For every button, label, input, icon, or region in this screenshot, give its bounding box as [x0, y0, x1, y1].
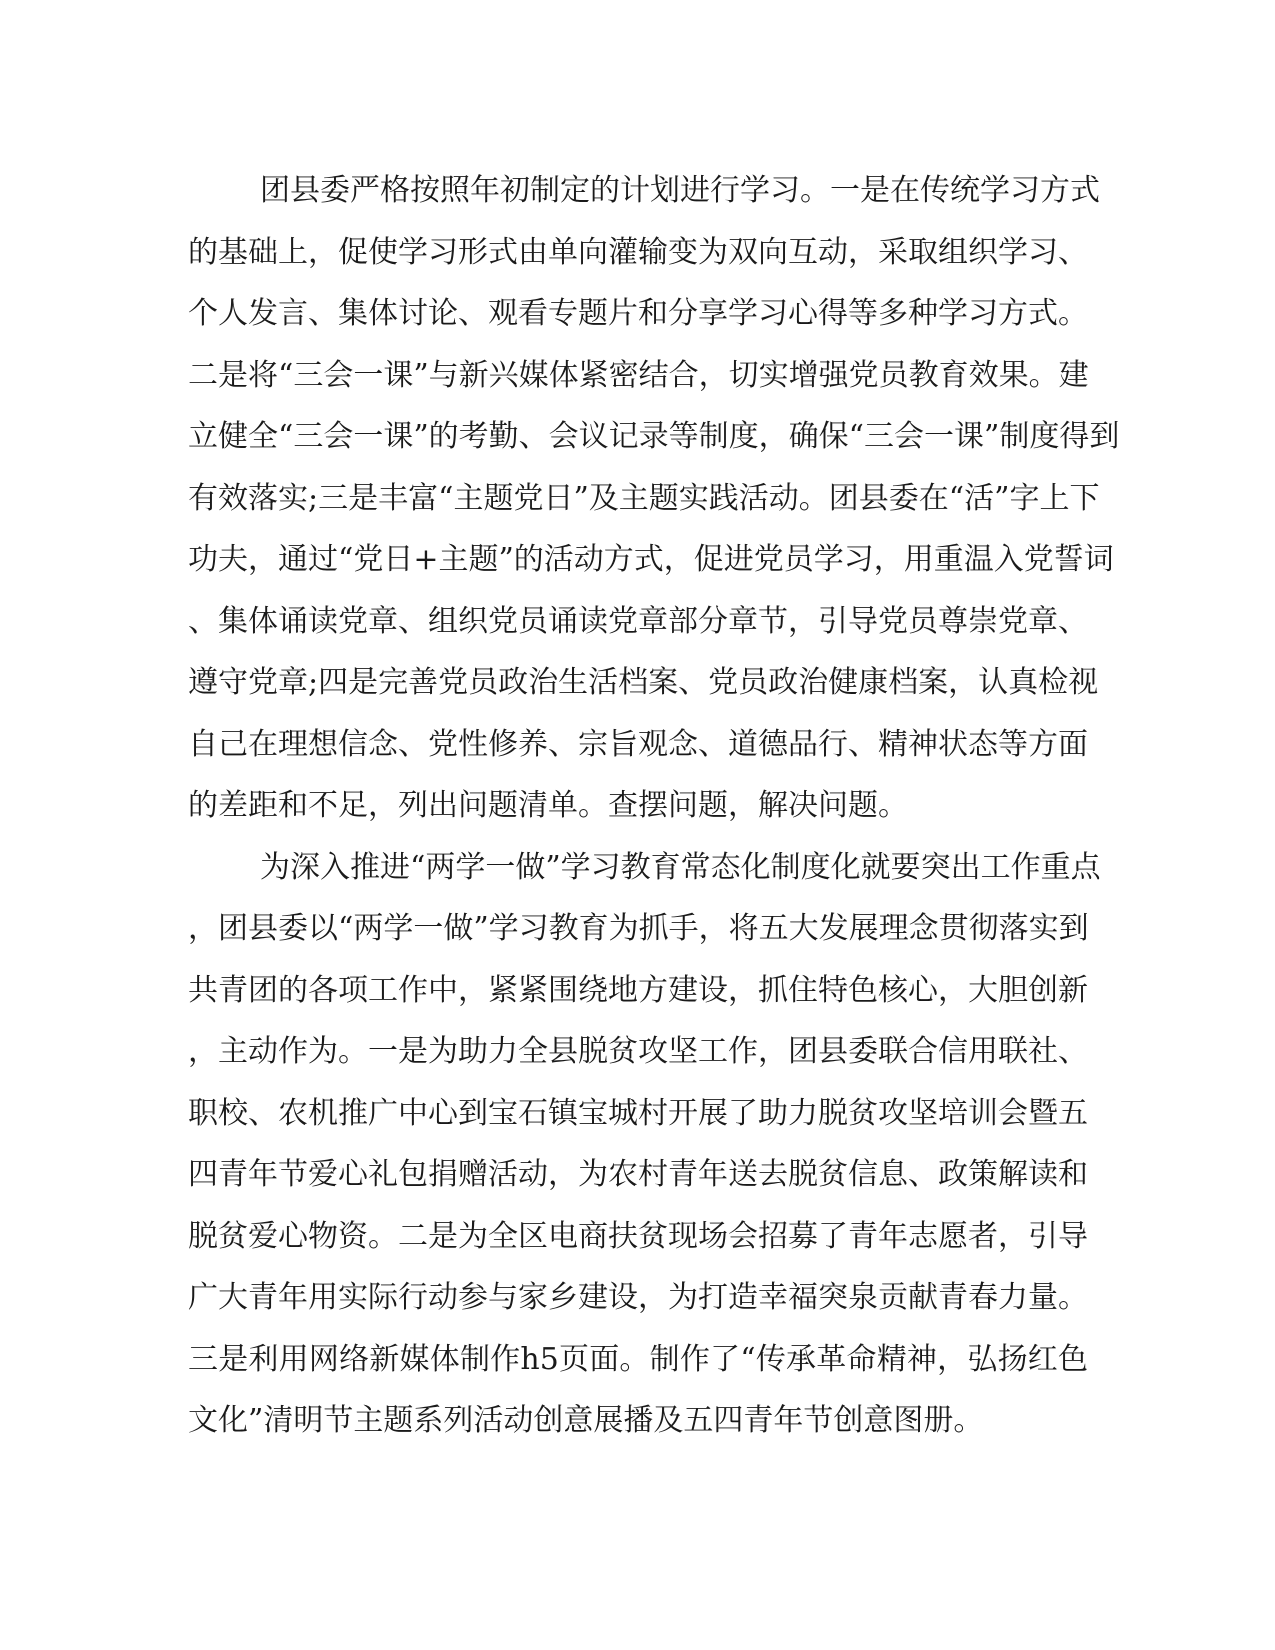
- paragraph-1: [188, 160, 1120, 837]
- paragraph-line: 功夫，通过“党日+主题”的活动方式，促进党员学习，用重温入党誓词: [188, 542, 1114, 577]
- paragraph-line: 文化”清明节主题系列活动创意展播及五四青年节创意图册。: [188, 1403, 984, 1438]
- paragraph-line: 立健全“三会一课”的考勤、会议记录等制度，确保“三会一课”制度得到: [188, 419, 1120, 454]
- paragraph-line: 个人发言、集体讨论、观看专题片和分享学习心得等多种学习方式。: [188, 296, 1088, 331]
- paragraph-line: 职校、农机推广中心到宝石镇宝城村开展了助力脱贫攻坚培训会暨五: [188, 1095, 1088, 1131]
- paragraph-line: 团县委严格按照年初制定的计划进行学习。一是在传统学习方式: [260, 173, 1100, 208]
- paragraph-2: [188, 837, 1101, 1452]
- paragraph-line: 遵守党章;四是完善党员政治生活档案、党员政治健康档案，认真检视: [188, 665, 1099, 700]
- paragraph-line: 二是将“三会一课”与新兴媒体紧密结合，切实增强党员教育效果。建: [188, 357, 1089, 393]
- paragraph-line: 三是利用网络新媒体制作h5页面。制作了“传承革命精神，弘扬红色: [188, 1341, 1088, 1377]
- paragraph-line: 有效落实;三是丰富“主题党日”及主题实践活动。团县委在“活”字上下: [188, 480, 1100, 516]
- paragraph-line: 为深入推进“两学一做”学习教育常态化制度化就要突出工作重点: [260, 849, 1101, 885]
- paragraph-line: 广大青年用实际行动参与家乡建设，为打造幸福突泉贡献青春力量。: [188, 1280, 1088, 1315]
- paragraph-line: 自己在理想信念、党性修养、宗旨观念、道德品行、精神状态等方面: [188, 726, 1088, 762]
- paragraph-line: 四青年节爱心礼包捐赠活动，为农村青年送去脱贫信息、政策解读和: [188, 1157, 1088, 1192]
- paragraph-line: ，主动作为。一是为助力全县脱贫攻坚工作，团县委联合信用联社、: [188, 1034, 1088, 1069]
- paragraph-line: 的基础上，促使学习形式由单向灌输变为双向互动，采取组织学习、: [188, 234, 1088, 270]
- paragraph-line: 的差距和不足，列出问题清单。查摆问题，解决问题。: [188, 788, 908, 823]
- paragraph-line: 、集体诵读党章、组织党员诵读党章部分章节，引导党员尊崇党章、: [188, 603, 1088, 639]
- body-text: [188, 160, 1120, 1452]
- paragraph-line: ，团县委以“两学一做”学习教育为抓手，将五大发展理念贯彻落实到: [188, 911, 1089, 946]
- paragraph-line: 共青团的各项工作中，紧紧围绕地方建设，抓住特色核心，大胆创新: [188, 972, 1088, 1008]
- paragraph-line: 脱贫爱心物资。二是为全区电商扶贫现场会招募了青年志愿者，引导: [188, 1218, 1088, 1254]
